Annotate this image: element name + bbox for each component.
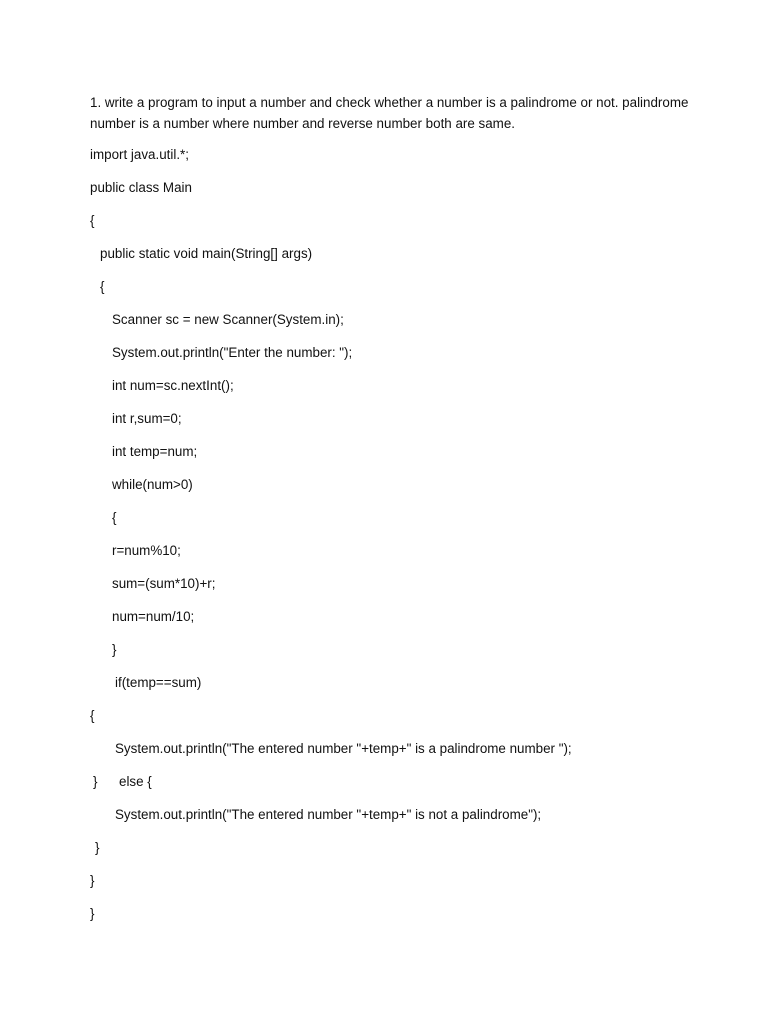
code-line-while: while(num>0) [112,477,193,492]
code-line-class-close: } [90,906,95,921]
code-line-class: public class Main [90,180,192,195]
code-line-while-open: { [112,510,117,525]
code-line-else: else { [119,774,152,789]
code-line-main-open: { [100,279,105,294]
code-line-sum: sum=(sum*10)+r; [112,576,216,591]
code-line-divide: num=num/10; [112,609,195,624]
question-line-1: 1. write a program to input a number and check whether a number is a palindrome or not. palindrome [90,95,689,110]
code-line-class-open: { [90,213,95,228]
code-line-temp: int temp=num; [112,444,198,459]
code-line-print-palindrome: System.out.println("The entered number "+temp+" is a palindrome number "); [115,741,572,756]
code-line-while-close: } [112,642,117,657]
code-line-prompt: System.out.println("Enter the number: "); [112,345,353,360]
code-line-main: public static void main(String[] args) [100,246,313,261]
code-line-print-not-palindrome: System.out.println("The entered number "+temp+" is not a palindrome"); [115,807,542,822]
code-line-remainder: r=num%10; [112,543,181,558]
code-line-scanner: Scanner sc = new Scanner(System.in); [112,312,344,327]
code-line-if: if(temp==sum) [115,675,202,690]
code-line-else-close: } [95,840,100,855]
code-line-main-close: } [90,873,95,888]
question-text [90,92,690,134]
code-line-if-close: } [93,774,98,789]
code-line-import: import java.util.*; [90,147,189,162]
question-line-2: number is a number where number and reverse number both are same. [90,116,515,131]
code-line-read-num: int num=sc.nextInt(); [112,378,234,393]
code-line-declare-sum: int r,sum=0; [112,411,182,426]
code-line-if-open: { [90,708,95,723]
